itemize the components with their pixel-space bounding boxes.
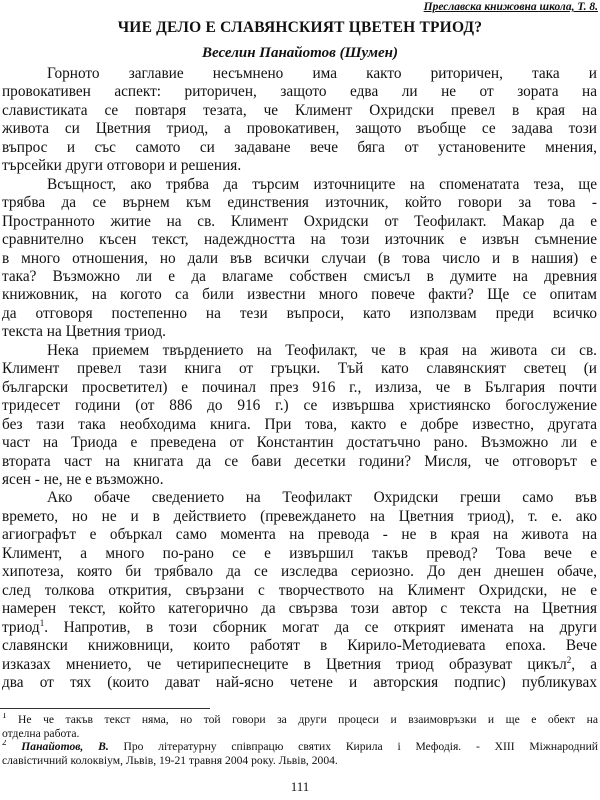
page-number: 111 — [290, 779, 310, 794]
footnote-text: славістичний колоквіум, Львів, 19-21 травня 2004 року. Львів, 2004. — [2, 753, 338, 767]
text-line: след толкова открития, свързани с творчеството на Климент Охридски, не е — [2, 581, 597, 599]
footnote-text: Про літературну співпрацю святих Кирила і Мефодія. - XIII Міжнародний — [108, 740, 598, 753]
footnote — [2, 740, 598, 767]
text-line: търсейки други отговори и решения. — [2, 157, 242, 175]
footnote-line — [2, 713, 598, 727]
text-line: хипотеза, която би трябвало да се изследва сериозно. До ден днешен обаче, — [2, 563, 597, 581]
text-span: , а — [571, 655, 597, 673]
text-line: агиографът е объркал само момента на превода - не в края на живота на — [2, 526, 597, 544]
paragraph — [2, 176, 597, 342]
text-line: текста на Цветния триод. — [2, 323, 167, 341]
text-line: да отговоря постепенно на тези въпроси, като използвам преди всичко — [2, 304, 597, 322]
text-span: . Напротив, в този сборник могат да се открият имената на други — [44, 618, 597, 636]
running-header: Преславска книжовна школа, Т. 8. — [423, 1, 598, 13]
text-line: намерен текст, който категорично да свързва този автор с текста на Цветния — [2, 600, 597, 618]
text-line: Климент превел тази книга от гръцки. Тъй като славянският светец (и — [2, 360, 597, 378]
article-body — [2, 65, 597, 692]
footnote-number: 1 — [2, 713, 7, 721]
text-line: Нека приемем твърдението на Теофилакт, че в края на живота си св. — [47, 341, 597, 359]
text-line: славянски книжовници, които работят в Кирило-Методиевата епоха. Вече — [2, 637, 597, 655]
footnote-ref: 1 — [39, 618, 45, 628]
paragraph — [2, 65, 597, 176]
paragraph — [2, 342, 597, 490]
article-title: ЧИЕ ДЕЛО Е СЛАВЯНСКИЯТ ЦВЕТЕН ТРИОД? — [117, 19, 483, 36]
footnote-text: Не че такъв текст няма, но той говори за други процеси и взаимовръзки и ще е обект на — [18, 713, 598, 726]
footnote-author: Панайотов, В. — [21, 740, 109, 753]
footnotes — [2, 713, 598, 767]
text-line: без тази така необходима книга. При това, както е добре известно, другата — [2, 415, 597, 433]
text-line: Пространното житие на св. Климент Охридски от Теофилакт. Макар да е — [2, 212, 597, 230]
text-line: ясен - не, не е възможно. — [2, 470, 164, 488]
text-line: два от тях (които дават най-ясно четене и авторския подпис) публикувах — [2, 673, 597, 691]
text-line: български просветител) е починал през 916 г., излиза, че в България почти — [2, 378, 597, 396]
article-author: Веселин Панайотов (Шумен) — [201, 45, 398, 61]
text-span: триод — [2, 618, 40, 636]
text-line: книжовник, на когото са били известни много повече факти? Ще се опитам — [2, 286, 597, 304]
footnote-line — [2, 727, 598, 741]
footnote-line — [2, 740, 598, 754]
footnote — [2, 713, 598, 740]
text-line: славистиката се повтаря тезата, че Климент Охридски превел в края на — [2, 101, 597, 119]
text-line: тридесет години (от 886 до 916 г.) се извършва християнско богослужение — [2, 397, 597, 415]
text-line: Климент, а много по-рано се е извършил такъв превод? Това вече е — [2, 544, 597, 562]
text-line: Ако обаче сведението на Теофилакт Охридски греши само във — [47, 489, 597, 507]
footnote-line — [2, 754, 598, 768]
text-line: Всъщност, ако трябва да търсим източниците на споменатата теза, ще — [47, 175, 597, 193]
text-line: Горното заглавие несъмнено има както риторичен, така и — [47, 65, 597, 82]
text-line: времето, но не и в действието (превеждането на Цветния триод), т. е. ако — [2, 507, 597, 525]
footnote-text: отделна работа. — [2, 726, 80, 740]
footnote-ref: 2 — [566, 655, 572, 665]
footnote-number: 2 — [2, 740, 7, 748]
text-line: втората част на книгата да се бави десетки години? Мисля, че отговорът е — [2, 452, 597, 470]
text-line: сравнително късен текст, надеждността на този източник е извън съмнение — [2, 231, 597, 249]
text-line: част на Триода е преведена от Константин достатъчно рано. Възможно ли е — [2, 434, 597, 452]
text-line: така? Възможно ли е да влагаме собствен смисъл в думите на древния — [2, 267, 597, 285]
text-line: живота си Цветния триод, а провокативен, защото въобще се задава този — [2, 120, 597, 138]
text-line: в много отношения, но дали във всички случаи (в това число и в нашия) е — [2, 249, 597, 267]
text-line: трябва да се върнем към единствения източник, който говори за това - — [2, 194, 597, 212]
text-line — [2, 656, 597, 674]
text-line: въпрос и със самото си задаване вече бяга от установените мнения, — [2, 138, 597, 156]
text-span: изказах мнението, че четирипеснеците в Цветния триод образуват цикъл — [2, 655, 567, 673]
text-line: провокативен аспект: риторичен, защото едва ли не от зората на — [2, 83, 597, 101]
footnote-divider — [0, 708, 210, 709]
paragraph — [2, 489, 597, 692]
text-line — [2, 619, 597, 637]
